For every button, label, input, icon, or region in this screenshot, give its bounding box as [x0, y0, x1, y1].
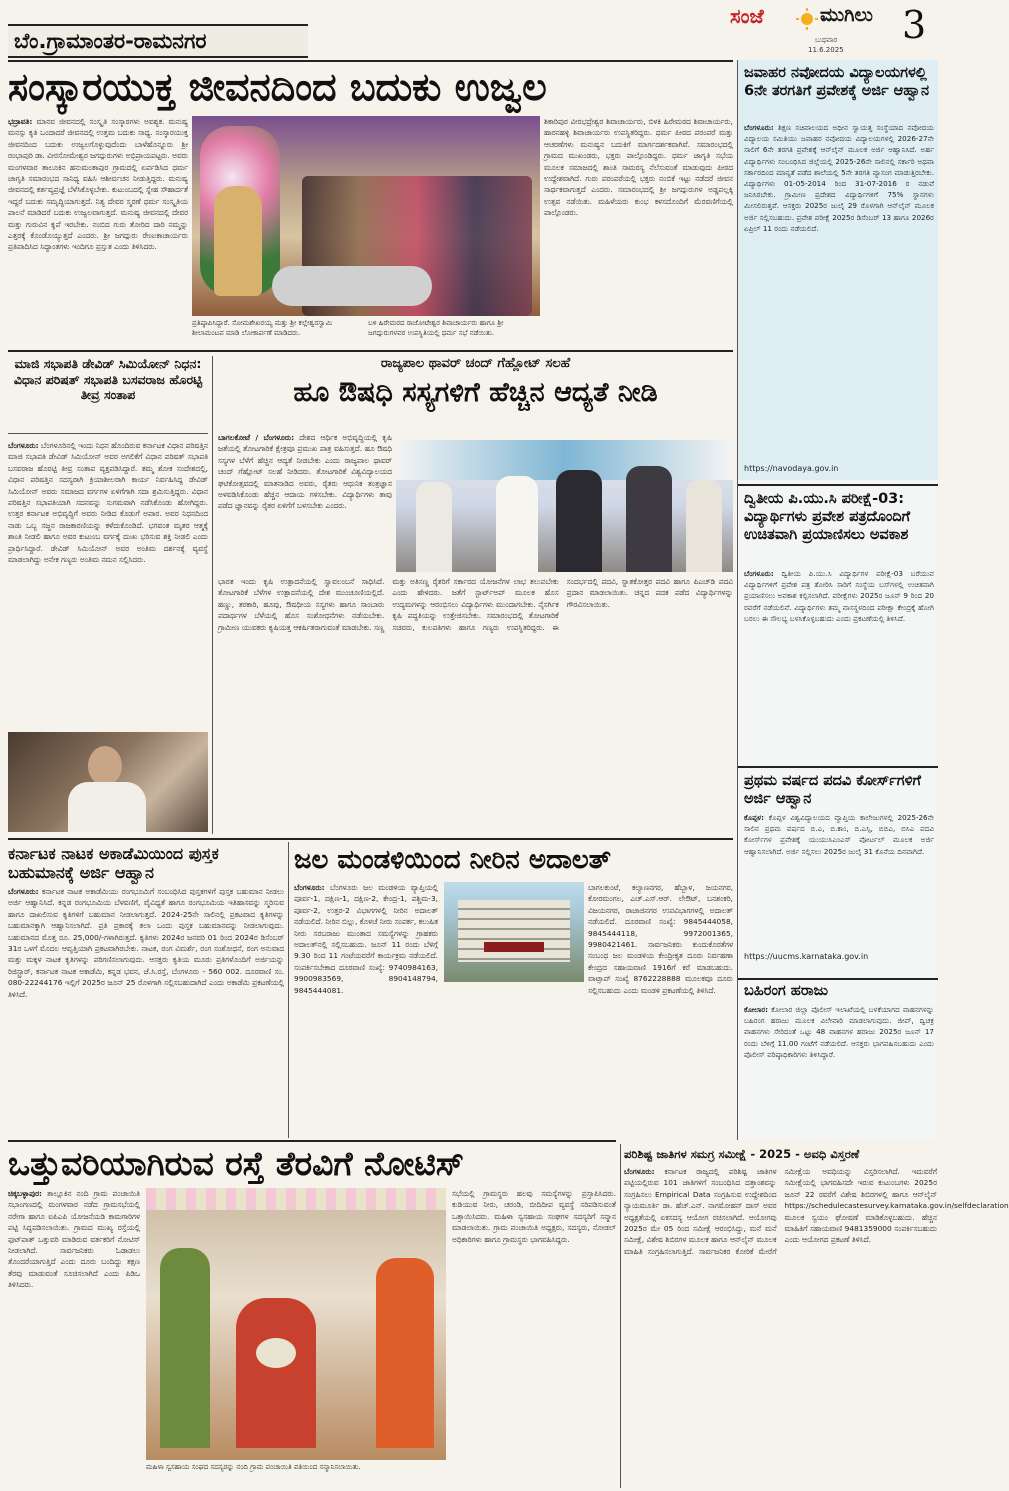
dateline: ಬೆಂಗಳೂರು: — [744, 123, 774, 132]
governor-headline: ಹೂ ಔಷಧಿ ಸಸ್ಯಗಳಿಗೆ ಹೆಚ್ಚಿನ ಆದ್ಯತೆ ನೀಡಿ — [293, 377, 658, 408]
lead-photo-caption-1: ಪ್ರತಿಷ್ಠಾಪಿಸಿದ್ದಾರೆ. ಸೋಮಶೇಖರಯ್ಯ ಮತ್ತು ಶ್ರೀ ಕಲ್ಲೇಶ್ವರಸ್ವಾಮಿ ಶೀಲಾಮಂಟಪ ಮಾಡಿ ಲೋಕಾರ್ಪಣೆ ಮಾಡಿದರು. — [192, 319, 333, 337]
article-body: ಬೆಂಗಳೂರು ಜಲ ಮಂಡಳಿಯ ವ್ಯಾಪ್ತಿಯಲ್ಲಿ ಪೂರ್ವ-1, ದಕ್ಷಿಣ-1, ದಕ್ಷಿಣ-2, ಕೇಂದ್ರ-1, ಪಶ್ಚಿಮ-3, ಪೂರ್ವ-2, ಉತ್ತರ-2 ವಿಭಾಗಗಳಲ್ಲಿ ನೀರಿನ ಅದಾಲತ್ ನಡೆಯಲಿದೆ. ನೀರಿನ ಬಿಲ್ಲು, ಕೊಳಚೆ ನೀರು ಸಂಪರ್ಕ, ಕಲುಷಿತ ನೀರು ಸರಬರಾಜು ಮುಂತಾದ ಸಮಸ್ಯೆಗಳನ್ನು ಗ್ರಾಹಕರು ಅದಾಲತ್‌ನಲ್ಲಿ ಸಲ್ಲಿಸಬಹುದು. ಜೂನ್ 11 ರಂದು ಬೆಳಿಗ್ಗೆ 9.30 ರಿಂದ 11 ಗಂಟೆಯವರೆಗೆ ಕಾರ್ಯಕ್ರಮ ನಡೆಯಲಿದೆ. ಸಂಪರ್ಕಿಸಬೇಕಾದ ದೂರವಾಣಿ ಸಂಖ್ಯೆ: 9740984163, 9900983569, 8904148794, 9845444081. — [294, 883, 438, 995]
article-body: ದ್ವಿತೀಯ ಪಿ.ಯು.ಸಿ ವಿದ್ಯಾರ್ಥಿಗಳ ಪರೀಕ್ಷೆ-03 ಬರೆಯುವ ವಿದ್ಯಾರ್ಥಿಗಳಿಗೆ ಪ್ರವೇಶ ಪತ್ರ ತೋರಿಸಿ ಸಾರಿಗೆ ಸಂಸ್ಥೆಯ ಬಸ್‌ಗಳಲ್ಲಿ ಉಚಿತವಾಗಿ ಪ್ರಯಾಣಿಸಲು ಅವಕಾಶ ಕಲ್ಪಿಸಲಾಗಿದೆ. ಪರೀಕ್ಷೆಗಳು 2025ರ ಜೂನ್ 9 ರಿಂದ 20 ರವರೆಗೆ ನಡೆಯಲಿವೆ. ವಿದ್ಯಾರ್ಥಿಗಳು ತಮ್ಮ ವಾಸಸ್ಥಳದಿಂದ ಪರೀಕ್ಷಾ ಕೇಂದ್ರಕ್ಕೆ ಹೋಗಿ ಬರಲು ಈ ಸೌಲಭ್ಯ ಬಳಸಿಕೊಳ್ಳಬಹುದು ಎಂದು ಪ್ರಕಟಣೆಯಲ್ಲಿ ತಿಳಿಸಿದೆ. — [744, 569, 934, 623]
caste-survey-headline: ಪರಿಶಿಷ್ಟ ಜಾತಿಗಳ ಸಮಗ್ರ ಸಮೀಕ್ಷೆ - 2025 - ಅವಧಿ ವಿಸ್ತರಣೆ — [624, 1147, 860, 1161]
article-body: ಭಾರತ ಇಂದು ಕೃಷಿ ಉತ್ಪಾದನೆಯಲ್ಲಿ ಸ್ವಾವಲಂಬನೆ ಸಾಧಿಸಿದೆ. ತೋಟಗಾರಿಕೆ ಬೆಳೆಗಳ ಉತ್ಪಾದನೆಯಲ್ಲಿ ದೇಶ ಮುಂಚೂಣಿಯಲ್ಲಿದೆ. ಹಣ್ಣು, ತರಕಾರಿ, ಹೂವು, ಔಷಧೀಯ ಸಸ್ಯಗಳು ಹಾಗೂ ಸಾಂಬಾರು ಪದಾರ್ಥಗಳ ಬೆಳೆಯಲ್ಲಿ ಹೊಸ ಸಂಶೋಧನೆಗಳು ನಡೆಯಬೇಕು. ಗ್ರಾಮೀಣ ಯುವಕರು ಕೃಷಿಯತ್ತ ಆಕರ್ಷಿತರಾಗುವಂತೆ ಮಾಡಬೇಕು. ಸಣ್ಣ ಮತ್ತು ಅತಿಸಣ್ಣ ರೈತರಿಗೆ ಸರ್ಕಾರದ ಯೋಜನೆಗಳ ಲಾಭ ತಲುಪಬೇಕು ಎಂದು ಹೇಳಿದರು. ಜತೆಗೆ ಸ್ಟಾರ್ಟ್‌ಅಪ್ ಮೂಲಕ ಹೊಸ ಉದ್ಯಮಗಳನ್ನು ಆರಂಭಿಸಲು ವಿದ್ಯಾರ್ಥಿಗಳು ಮುಂದಾಗಬೇಕು. ನೈಸರ್ಗಿಕ ಕೃಷಿ ಪದ್ಧತಿಯನ್ನು ಉತ್ತೇಜಿಸಬೇಕು. ಸಮಾರಂಭದಲ್ಲಿ ತೋಟಗಾರಿಕೆ ಸಚಿವರು, ಕುಲಪತಿಗಳು ಹಾಗೂ ಗಣ್ಯರು ಉಪಸ್ಥಿತರಿದ್ದರು. ಈ ಸಂದರ್ಭದಲ್ಲಿ ಪದವಿ, ಸ್ನಾತಕೋತ್ತರ ಪದವಿ ಹಾಗೂ ಪಿಎಚ್‌ಡಿ ಪದವಿ ಪ್ರದಾನ ಮಾಡಲಾಯಿತು. ಚಿನ್ನದ ಪದಕ ಪಡೆದ ವಿದ್ಯಾರ್ಥಿಗಳನ್ನು ಗೌರವಿಸಲಾಯಿತು. — [218, 577, 733, 632]
road-photo-caption: ಮಹಿಳಾ ಸ್ವಸಹಾಯ ಸಂಘದ ಸದಸ್ಯರನ್ನು ನಂದಿ ಗ್ರಾಮ ಪಂಚಾಯಿತಿ ವತಿಯಿಂದ ಸನ್ಮಾನಿಸಲಾಯಿತು. — [146, 1463, 361, 1471]
logo-left: ಸಂಜೆ — [730, 4, 764, 28]
sidebar-story-2 — [738, 490, 938, 760]
article-body: ದೇಶದ ಆರ್ಥಿಕ ಅಭಿವೃದ್ಧಿಯಲ್ಲಿ ಕೃಷಿ ಜತೆಯಲ್ಲಿ ತೋಟಗಾರಿಕೆ ಕ್ಷೇತ್ರವೂ ಪ್ರಮುಖ ಪಾತ್ರ ವಹಿಸುತ್ತದೆ. ಹೂ ಔಷಧಿ ಸಸ್ಯಗಳ ಬೆಳೆಗೆ ಹೆಚ್ಚಿನ ಆದ್ಯತೆ ನೀಡಬೇಕು ಎಂದು ರಾಜ್ಯಪಾಲ ಥಾವರ್ ಚಂದ್ ಗೆಹ್ಲೋಟ್ ಸಲಹೆ ನೀಡಿದರು. ತೋಟಗಾರಿಕೆ ವಿಶ್ವವಿದ್ಯಾಲಯದ ಘಟಿಕೋತ್ಸವದಲ್ಲಿ ಮಾತನಾಡಿದ ಅವರು, ರೈತರು ಆಧುನಿಕ ತಂತ್ರಜ್ಞಾನ ಅಳವಡಿಸಿಕೊಂಡು ಹೆಚ್ಚಿನ ಆದಾಯ ಗಳಿಸಬೇಕು. ವಿದ್ಯಾರ್ಥಿಗಳು ತಾವು ಪಡೆದ ಜ್ಞಾನವನ್ನು ರೈತರ ಏಳಿಗೆಗೆ ಬಳಸಬೇಕು ಎಂದರು. — [218, 433, 392, 511]
article-body: ಮಾನವ ಜೀವನದಲ್ಲಿ ಸಂಸ್ಕೃತಿ ಸಂಸ್ಕಾರಗಳು ಅವಶ್ಯಕ. ಮನುಷ್ಯ ಮನಸ್ಸು ಕೃತಿ ಒಂದಾದರೆ ಜೀವನದಲ್ಲಿ ಉತ್ತಮ ಬದುಕು ಸಾಧ್ಯ. ಸಂಸ್ಕಾರಯುಕ್ತ ಜೀವನದಿಂದ ಬದುಕು ಉಜ್ವಲಗೊಳ್ಳುವುದೆಂದು ಬಾಳೆಹೊನ್ನೂರು ಶ್ರೀ ರಂಭಾಪುರಿ ಡಾ. ವೀರಸೋಮೇಶ್ವರ ಜಗದ್ಗುರುಗಳು ಅಭಿಪ್ರಾಯಪಟ್ಟರು. ಅವರು ಮಂಗಳವಾರ ತಾಲೂಕಿನ ಹನುಮಂತಾಪುರ ಗ್ರಾಮದಲ್ಲಿ ಏರ್ಪಡಿಸಿದ ಧರ್ಮ ಜಾಗೃತಿ ಸಮಾರಂಭದ ಸಾನಿಧ್ಯ ವಹಿಸಿ ಆಶೀರ್ವಚನ ನೀಡುತ್ತಿದ್ದರು. ಮನುಷ್ಯ ಜೀವನದಲ್ಲಿ ಕರ್ತವ್ಯಪ್ರಜ್ಞೆ ಬೆಳೆಸಿಕೊಳ್ಳಬೇಕು. ಕುಟುಂಬದಲ್ಲಿ ಸ್ನೇಹ ಸೌಹಾರ್ದತೆ ಇದ್ದರೆ ಬದುಕು ಸಮೃದ್ಧಿಯಾಗುತ್ತದೆ. ನಿತ್ಯ ದೇವರ ಸ್ಮರಣೆ ಧರ್ಮ ಸಂಸ್ಕೃತಿಯ ಪಾಲನೆ ಮಾಡಿದರೆ ಬದುಕು ಉಜ್ವಲವಾಗುತ್ತದೆ. ಮನುಷ್ಯ ಜೀವನದಲ್ಲಿ ದೇವರ ಮತ್ತು ಗುರುವಿನ ಕೃಪೆ ಇರಬೇಕು. ನಂಬಿದ ಗುರು ತೋರಿದ ದಾರಿ ನಮ್ಮನ್ನು ಎತ್ತರಕ್ಕೆ ಕೊಂಡೊಯ್ಯುತ್ತದೆ ಎಂದರು. ಶ್ರೀ ಜಗದ್ಗುರು ರೇಣುಕಾಚಾರ್ಯರು ಪ್ರತಿಪಾದಿಸಿದ ಸಿದ್ಧಾಂತಗಳು ಇಂದಿಗೂ ಪ್ರಸ್ತುತ ಎಂದು ತಿಳಿಸಿದರು. — [8, 117, 188, 252]
divider — [620, 1144, 621, 1488]
sidebar-story-4 — [738, 982, 938, 1138]
sidebar-story-3 — [738, 772, 938, 972]
article-body: ಶಿಕ್ಷಣ ಸಚಿವಾಲಯದ ಅಧೀನ ಸ್ವಾಯತ್ತ ಸಂಸ್ಥೆಯಾದ ನವೋದಯ ವಿದ್ಯಾಲಯ ಸಮಿತಿಯು ಜವಾಹರ ನವೋದಯ ವಿದ್ಯಾಲಯಗಳಲ್ಲಿ 2026-27ನೇ ಸಾಲಿಗೆ 6ನೇ ತರಗತಿ ಪ್ರವೇಶಕ್ಕೆ ಆನ್‌ಲೈನ್ ಮೂಲಕ ಅರ್ಜಿ ಆಹ್ವಾನಿಸಿದೆ. ಅರ್ಹ ವಿದ್ಯಾರ್ಥಿಗಳು ಸಂಬಂಧಿಸಿದ ಜಿಲ್ಲೆಯಲ್ಲಿ 2025-26ನೇ ಸಾಲಿನಲ್ಲಿ ಸರ್ಕಾರಿ ಅಥವಾ ಸರ್ಕಾರದಿಂದ ಮಾನ್ಯತೆ ಪಡೆದ ಶಾಲೆಯಲ್ಲಿ 5ನೇ ತರಗತಿ ವ್ಯಾಸಂಗ ಮಾಡುತ್ತಿರಬೇಕು. ವಿದ್ಯಾರ್ಥಿಗಳು 01-05-2014 ರಿಂದ 31-07-2016 ರ ನಡುವೆ ಜನಿಸಿರಬೇಕು. ಗ್ರಾಮೀಣ ಪ್ರದೇಶದ ವಿದ್ಯಾರ್ಥಿಗಳಿಗೆ 75% ಸ್ಥಾನಗಳು ಮೀಸಲಿರುತ್ತವೆ. ಆಸಕ್ತರು 2025ರ ಜುಲೈ 29 ರೊಳಗಾಗಿ ಆನ್‌ಲೈನ್ ಮೂಲಕ ಅರ್ಜಿ ಸಲ್ಲಿಸಬಹುದು. ಪ್ರವೇಶ ಪರೀಕ್ಷೆ 2025ರ ಡಿಸೆಂಬರ್ 13 ಹಾಗೂ 2026ರ ಏಪ್ರಿಲ್ 11 ರಂದು ನಡೆಯಲಿದೆ. — [744, 123, 934, 233]
dateline: ಚಿಕ್ಕಬಳ್ಳಾಪುರ: — [8, 1189, 42, 1198]
governor-photo — [396, 440, 733, 572]
dignitary-2 — [496, 476, 538, 572]
road-photo — [146, 1188, 446, 1460]
woman-left — [160, 1248, 210, 1448]
dateline: ಬೆಂಗಳೂರು: — [8, 887, 39, 896]
masthead-weekday: ಬುಧವಾರ — [815, 36, 838, 44]
sidebar-link[interactable]: https://navodaya.gov.in — [744, 464, 839, 473]
masthead-date: 11.6.2025 — [808, 46, 844, 54]
rule — [8, 60, 733, 62]
lead-photo-caption-2: ಬಳಿ ಹಿರೇಮಠದ ರಾಜೋಟೇಶ್ವರ ಶಿವಾಚಾರ್ಯರು ಹಾಗೂ ಶ್ರೀ ಜಗದ್ಗುರುಗಳವರ ಉಪಸ್ಥಿತಿಯಲ್ಲಿ ಧರ್ಮ ಸಭೆ ನಡೆಯಿತು. — [368, 319, 504, 337]
devid-headline-box — [8, 356, 208, 434]
lead-column-2 — [544, 116, 733, 344]
article-body: ಕರ್ನಾಟಕ ರಾಜ್ಯದಲ್ಲಿ ಪರಿಶಿಷ್ಟ ಜಾತಿಗಳ ಪಟ್ಟಿಯಲ್ಲಿರುವ 101 ಜಾತಿಗಳಿಗೆ ಸಂಬಂಧಿಸಿದ ದತ್ತಾಂಶವನ್ನು ಸಂಗ್ರಹಿಸಲು Empirical Data ಸಂಗ್ರಹಿಸುವ ಉದ್ದೇಶದಿಂದ ನ್ಯಾಯಮೂರ್ತಿ ಡಾ. ಹೆಚ್.ಎನ್. ನಾಗಮೋಹನ್ ದಾಸ್ ಅವರ ಅಧ್ಯಕ್ಷತೆಯಲ್ಲಿ ಏಕಸದಸ್ಯ ಆಯೋಗ ರಚಿಸಲಾಗಿದೆ. ಆಯೋಗವು 2025ರ ಮೇ 05 ರಿಂದ ಸಮೀಕ್ಷೆ ಆರಂಭಿಸಿದ್ದು, ಮನೆ ಮನೆ ಸಮೀಕ್ಷೆ, ವಿಶೇಷ ಶಿಬಿರಗಳ ಮೂಲಕ ಹಾಗೂ ಆನ್‌ಲೈನ್ ಮೂಲಕ ಮಾಹಿತಿ ಸಂಗ್ರಹಿಸಲಾಗುತ್ತಿದೆ. ಸಾರ್ವಜನಿಕರ ಕೋರಿಕೆ ಮೇರೆಗೆ ಸಮೀಕ್ಷೆಯ ಅವಧಿಯನ್ನು ವಿಸ್ತರಿಸಲಾಗಿದೆ. ಇದುವರೆಗೆ ಸಮೀಕ್ಷೆಯಲ್ಲಿ ಭಾಗವಹಿಸದೇ ಇರುವ ಕುಟುಂಬಗಳು 2025ರ ಜೂನ್ 22 ರವರೆಗೆ ವಿಶೇಷ ಶಿಬಿರಗಳಲ್ಲಿ ಹಾಗೂ ಆನ್‌ಲೈನ್ https://schedulecastesurvey.karnataka.gov.in/selfdeclaration ಮೂಲಕ ಸ್ವಯಂ ಘೋಷಣೆ ಮಾಡಿಕೊಳ್ಳಬಹುದು. ಹೆಚ್ಚಿನ ಮಾಹಿತಿಗೆ ಸಹಾಯವಾಣಿ 9481359000 ಸಂಪರ್ಕಿಸಬಹುದು ಎಂದು ಆಯೋಗದ ಪ್ರಕಟಣೆ ತಿಳಿಸಿದೆ. — [624, 1167, 1009, 1256]
garland — [146, 1188, 446, 1210]
jala-body-right — [588, 882, 733, 1134]
article-body: ಸಭೆಯಲ್ಲಿ ಗ್ರಾಮಸ್ಥರು ಹಲವು ಸಮಸ್ಯೆಗಳನ್ನು ಪ್ರಸ್ತಾಪಿಸಿದರು. ಕುಡಿಯುವ ನೀರು, ಚರಂಡಿ, ಬೀದಿದೀಪ ವ್ಯವಸ್ಥೆ ಸರಿಪಡಿಸುವಂತೆ ಒತ್ತಾಯಿಸಿದರು. ಮಹಿಳಾ ಸ್ವಸಹಾಯ ಸಂಘಗಳ ಸದಸ್ಯರಿಗೆ ಸನ್ಮಾನ ಮಾಡಲಾಯಿತು. ಗ್ರಾಮ ಪಂಚಾಯಿತಿ ಅಧ್ಯಕ್ಷರು, ಸದಸ್ಯರು, ನೋಡಲ್ ಅಧಿಕಾರಿಗಳು ಹಾಗೂ ಗ್ರಾಮಸ್ಥರು ಭಾಗವಹಿಸಿದ್ದರು. — [452, 1189, 616, 1244]
jala-body-left — [294, 882, 438, 1134]
dateline: ಬೆಂಗಳೂರು: — [624, 1167, 655, 1176]
article-body: ತಾಲ್ಲೂಕಿನ ನಂದಿ ಗ್ರಾಮ ಪಂಚಾಯಿತಿ ಸಭಾಂಗಣದಲ್ಲಿ ಮಂಗಳವಾರ ನಡೆದ ಗ್ರಾಮಸಭೆಯಲ್ಲಿ ನರೇಗಾ ಹಾಗೂ ಐಪಿಎಪಿ ಯೋಜನೆಯಡಿ ಕಾಮಗಾರಿಗಳ ಪಟ್ಟಿ ಸಿದ್ಧಪಡಿಸಲಾಯಿತು. ಗ್ರಾಮದ ಮುಖ್ಯ ರಸ್ತೆಯಲ್ಲಿ ಫುಟ್‌ಪಾತ್ ಒತ್ತುವರಿ ಮಾಡಿರುವ ವರ್ತಕರಿಗೆ ನೋಟಿಸ್ ನೀಡಲಾಗಿದೆ. ಸಾರ್ವಜನಿಕರು ಓಡಾಡಲು ತೊಂದರೆಯಾಗುತ್ತಿದೆ ಎಂದು ದೂರು ಬಂದಿದ್ದು ತಕ್ಷಣ ತೆರವು ಮಾಡುವಂತೆ ಸೂಚಿಸಲಾಗಿದೆ ಎಂದು ಪಿಡಿಒ ತಿಳಿಸಿದರು. — [8, 1189, 140, 1290]
sidebar-body — [744, 812, 934, 948]
governor-kicker: ರಾಜ್ಯಪಾಲ ಥಾವರ್ ಚಂದ್ ಗೆಹ್ಲೋಟ್ ಸಲಹೆ — [380, 356, 571, 371]
nataka-body — [8, 886, 284, 1134]
devid-body — [8, 440, 208, 728]
road-column-1 — [8, 1188, 140, 1488]
dignitary-3 — [556, 470, 602, 572]
governor-body-bottom — [218, 576, 733, 830]
caste-survey-body — [624, 1166, 1009, 1488]
rule — [8, 838, 733, 840]
memento — [256, 1338, 296, 1368]
honoree — [236, 1298, 316, 1448]
masthead-logo — [730, 4, 900, 38]
priest-figure — [214, 186, 262, 296]
road-headline: ಒತ್ತುವರಿಯಾಗಿರುವ ರಸ್ತೆ ತೆರವಿಗೆ ನೋಟಿಸ್ — [8, 1144, 465, 1183]
dignitary-4 — [626, 466, 672, 572]
lead-headline: ಸಂಸ್ಕಾರಯುಕ್ತ ಜೀವನದಿಂದ ಬದುಕು ಉಜ್ವಲ — [8, 65, 547, 109]
governor-body-top — [218, 432, 392, 568]
sidebar-body — [744, 1004, 934, 1134]
dateline: ಕೊಪ್ಪಳ: — [744, 813, 765, 822]
rule — [738, 766, 938, 768]
dateline: ಬೆಂಗಳೂರು: — [8, 441, 39, 450]
dateline: ಭದ್ರಾವತಿ: — [8, 117, 33, 126]
dateline: ಬೆಂಗಳೂರು: — [294, 883, 325, 892]
building — [458, 900, 570, 962]
article-body: ಕರ್ನಾಟಕ ನಾಟಕ ಅಕಾಡೆಮಿಯು ರಂಗಭೂಮಿಗೆ ಸಂಬಂಧಿಸಿದ ಪುಸ್ತಕಗಳಿಗೆ ಪುಸ್ತಕ ಬಹುಮಾನ ನೀಡಲು ಅರ್ಜಿ ಆಹ್ವಾನಿಸಿದೆ. ಕನ್ನಡ ರಂಗಭೂಮಿಯ ಬೆಳವಣಿಗೆ, ವೈವಿಧ್ಯತೆ ಹಾಗೂ ರಂಗಭೂಮಿಯ ಇತಿಹಾಸವನ್ನು ಸ್ಮರಿಸುವ ಹಾಗೂ ದಾಖಲಿಸುವ ಕೃತಿಗಳಿಗೆ ಬಹುಮಾನ ನೀಡಲಾಗುತ್ತದೆ. 2024-25ನೇ ಸಾಲಿನಲ್ಲಿ ಪ್ರಕಟವಾದ ಕೃತಿಗಳನ್ನು ಬಹುಮಾನಕ್ಕಾಗಿ ಆಹ್ವಾನಿಸಲಾಗಿದೆ. ಪ್ರತಿ ಪ್ರಕಾರಕ್ಕೆ ತಲಾ ಒಂದು ಪುಸ್ತಕ ಬಹುಮಾನವನ್ನು ನೀಡಲಾಗುವುದು. ಬಹುಮಾನದ ಮೊತ್ತ ರೂ. 25,000/-ಗಳಾಗಿರುತ್ತದೆ. ಕೃತಿಗಳು 2024ರ ಜನವರಿ 01 ರಿಂದ 2024ರ ಡಿಸೆಂಬರ್ 31ರ ಒಳಗೆ ಮೊದಲ ಆವೃತ್ತಿಯಾಗಿ ಪ್ರಕಟವಾಗಿರಬೇಕು. ನಾಟಕ, ರಂಗ ವಿಮರ್ಶೆ, ರಂಗ ಸಂಶೋಧನೆ, ರಂಗ ಅನುವಾದ ಮತ್ತು ಮಕ್ಕಳ ನಾಟಕ ಕೃತಿಗಳನ್ನು ಪರಿಗಣಿಸಲಾಗುವುದು. ಆಸಕ್ತರು ಕೃತಿಯ ಮೂರು ಪ್ರತಿಗಳೊಂದಿಗೆ ಅರ್ಜಿಯನ್ನು ರಿಜಿಸ್ಟ್ರಾರ್, ಕರ್ನಾಟಕ ನಾಟಕ ಅಕಾಡೆಮಿ, ಕನ್ನಡ ಭವನ, ಜೆ.ಸಿ.ರಸ್ತೆ, ಬೆಂಗಳೂರು - 560 002. ದೂರವಾಣಿ ಸಂ. 080-22244176 ಇಲ್ಲಿಗೆ 2025ರ ಜೂನ್ 25 ರೊಳಗಾಗಿ ಸಲ್ಲಿಸಬಹುದಾಗಿದೆ ಎಂದು ಅಕಾಡೆಮಿ ಪ್ರಕಟಣೆಯಲ್ಲಿ ತಿಳಿಸಿದೆ. — [8, 887, 284, 999]
rule — [8, 350, 733, 352]
dateline: ಬೆಂಗಳೂರು: — [744, 569, 774, 578]
article-body: ಕೋಲಾರ ಜಿಲ್ಲಾ ಪೊಲೀಸ್ ಇಲಾಖೆಯಲ್ಲಿ ಬಳಕೆಯಾಗದ ವಾಹನಗಳನ್ನು ಬಹಿರಂಗ ಹರಾಜು ಮೂಲಕ ವಿಲೇವಾರಿ ಮಾಡಲಾಗುವುದು. ಜೀಪ್, ದ್ವಿಚಕ್ರ ವಾಹನಗಳು ಸೇರಿದಂತೆ ಒಟ್ಟು 48 ವಾಹನಗಳ ಹರಾಜು 2025ರ ಜೂನ್ 17 ರಂದು ಬೆಳಿಗ್ಗೆ 11.00 ಗಂಟೆಗೆ ನಡೆಯಲಿದೆ. ಆಸಕ್ತರು ಭಾಗವಹಿಸಬಹುದು ಎಂದು ಪೊಲೀಸ್ ವರಿಷ್ಠಾಧಿಕಾರಿಗಳು ತಿಳಿಸಿದ್ದಾರೆ. — [744, 1005, 934, 1059]
sidebar-headline: ದ್ವಿತೀಯ ಪಿ.ಯು.ಸಿ ಪರೀಕ್ಷೆ-03: ವಿದ್ಯಾರ್ಥಿಗಳು ಪ್ರವೇಶ ಪತ್ರದೊಂದಿಗೆ ಉಚಿತವಾಗಿ ಪ್ರಯಾಣಿಸಲು ಅವಕಾಶ — [744, 491, 911, 543]
portrait-body — [68, 782, 146, 832]
sidebar-body — [744, 122, 934, 462]
article-body: ಕೊಪ್ಪಳ ವಿಶ್ವವಿದ್ಯಾಲಯದ ವ್ಯಾಪ್ತಿಯ ಕಾಲೇಜುಗಳಲ್ಲಿ 2025-26ನೇ ಸಾಲಿನ ಪ್ರಥಮ ವರ್ಷದ ಬಿ.ಎ, ಬಿ.ಕಾಂ, ಬಿ.ಎಸ್ಸಿ, ಬಿಬಿಎ, ಬಿಸಿಎ ಪದವಿ ಕೋರ್ಸ್‌ಗಳ ಪ್ರವೇಶಕ್ಕೆ ಯುಯುಸಿಎಂಎಸ್ ಪೋರ್ಟಲ್ ಮೂಲಕ ಅರ್ಜಿ ಆಹ್ವಾನಿಸಲಾಗಿದೆ. ಅರ್ಜಿ ಸಲ್ಲಿಸಲು 2025ರ ಜುಲೈ 31 ಕೊನೆಯ ದಿನವಾಗಿದೆ. — [744, 813, 934, 856]
sidebar — [737, 60, 937, 1140]
sidebar-headline: ಪ್ರಥಮ ವರ್ಷದ ಪದವಿ ಕೋರ್ಸ್‌ಗಳಿಗೆ ಅರ್ಜಿ ಆಹ್ವಾನ — [744, 773, 921, 807]
sidebar-body — [744, 568, 934, 758]
sidebar-headline: ಬಹಿರಂಗ ಹರಾಜು — [744, 983, 828, 999]
rule — [8, 1140, 616, 1142]
masthead — [0, 0, 945, 60]
building-signboard — [484, 942, 544, 952]
rule — [738, 978, 938, 980]
article-body: ಬಾಗಲಕುಂಟೆ, ಕಲ್ಯಾಣನಗರ, ಹೆಬ್ಬಾಳ, ಜಯನಗರ, ಕೋರಮಂಗಲ, ಎಚ್.ಎಸ್.ಆರ್. ಲೇಔಟ್, ಬನಶಂಕರಿ, ವಿಜಯನಗರ, ರಾಜಾಜಿನಗರ ಉಪವಿಭಾಗಗಳಲ್ಲಿ ಅದಾಲತ್ ನಡೆಯಲಿದೆ. ದೂರವಾಣಿ ಸಂಖ್ಯೆ: 9845444058, 9845444118, 9972001365, 9980421461. ಸಾರ್ವಜನಿಕರು ಕುಂದುಕೊರತೆಗಳ ಸಂಬಂಧ ಜಲ ಮಂಡಳಿಯ ಕೇಂದ್ರೀಕೃತ ದೂರು ನಿರ್ವಹಣಾ ಕೇಂದ್ರದ ಸಹಾಯವಾಣಿ 1916ಗೆ ಕರೆ ಮಾಡಬಹುದು. ವಾಟ್ಸಾಪ್ ಸಂಖ್ಯೆ 8762228888 ಮೂಲಕವೂ ದೂರು ಸಲ್ಲಿಸಬಹುದು ಎಂದು ಮಂಡಳಿ ಪ್ರಕಟಣೆಯಲ್ಲಿ ತಿಳಿಸಿದೆ. — [588, 883, 733, 995]
road-column-2 — [452, 1188, 616, 1488]
dateline: ಕೋಲಾರ: — [744, 1005, 769, 1014]
jala-headline: ಜಲ ಮಂಡಳಿಯಿಂದ ನೀರಿನ ಅದಾಲತ್ — [294, 845, 611, 875]
vessels — [272, 266, 432, 306]
sidebar-link[interactable]: https://uucms.karnataka.gov.in — [744, 952, 869, 961]
sidebar-story-1 — [738, 60, 938, 480]
nataka-headline: ಕರ್ನಾಟಕ ನಾಟಕ ಅಕಾಡೆಮಿಯಿಂದ ಪುಸ್ತಕ ಬಹುಮಾನಕ್ಕೆ ಅರ್ಜಿ ಆಹ್ವಾನ — [8, 844, 219, 882]
dateline: ಬಾಗಲಕೋಟೆ / ಬೆಂಗಳೂರು: — [218, 433, 295, 442]
woman-right — [376, 1258, 434, 1448]
page-number: 3 — [902, 3, 927, 47]
dignitary-5 — [686, 480, 722, 572]
lead-photo — [192, 116, 540, 316]
lead-column-1 — [8, 116, 188, 344]
jala-photo — [444, 882, 584, 982]
sun-icon — [796, 8, 818, 30]
divider — [212, 356, 213, 834]
sidebar-headline: ಜವಾಹರ ನವೋದಯ ವಿದ್ಯಾಲಯಗಳಲ್ಲಿ 6ನೇ ತರಗತಿಗೆ ಪ್ರವೇಶಕ್ಕೆ ಅರ್ಜಿ ಆಹ್ವಾನ — [744, 65, 930, 99]
logo-right: ಮುಗಿಲು — [820, 4, 873, 26]
portrait-head — [88, 746, 122, 786]
rule — [738, 484, 938, 486]
article-body: ಬೆಂಗಳೂರಿನಲ್ಲಿ ಇಂದು ನಿಧನ ಹೊಂದಿರುವ ಕರ್ನಾಟಕ ವಿಧಾನ ಪರಿಷತ್ತಿನ ಮಾಜಿ ಸಭಾಪತಿ ಡೇವಿಡ್ ಸಿಮಿಯೋನ್ ಅವರ ಅಗಲಿಕೆಗೆ ವಿಧಾನ ಪರಿಷತ್ ಸಭಾಪತಿ ಬಸವರಾಜ ಹೊರಟ್ಟಿ ತೀವ್ರ ಸಂತಾಪ ವ್ಯಕ್ತಪಡಿಸಿದ್ದಾರೆ. ತಮ್ಮ ಶೋಕ ಸಂದೇಶದಲ್ಲಿ, ವಿಧಾನ ಪರಿಷತ್ತಿನ ಸದಸ್ಯರಾಗಿ ಕ್ರಿಯಾಶೀಲರಾಗಿ ಕಾರ್ಯ ನಿರ್ವಹಿಸಿದ್ದ ಡೇವಿಡ್ ಸಿಮಿಯೋನ್ ಅವರು ಸಮಾಜದ ವರ್ಗಗಳ ಏಳಿಗೆಗಾಗಿ ಸದಾ ಶ್ರಮಿಸುತ್ತಿದ್ದರು. ವಿಧಾನ ಪರಿಷತ್ತಿನ ಸಭಾಪತಿಯಾಗಿ ಸದನವನ್ನು ಸುಗಮವಾಗಿ ನಡೆಸಿಕೊಂಡು ಹೋಗಿದ್ದರು. ಉತ್ತರ ಕರ್ನಾಟಕ ಅಭಿವೃದ್ಧಿಗೆ ಅವರು ನೀಡಿದ ಕೊಡುಗೆ ಅಪಾರ. ಅವರ ನಿಧನದಿಂದ ನಾಡು ಒಬ್ಬ ಸಜ್ಜನ ರಾಜಕಾರಣಿಯನ್ನು ಕಳೆದುಕೊಂಡಿದೆ. ಭಗವಂತ ಮೃತರ ಆತ್ಮಕ್ಕೆ ಶಾಂತಿ ನೀಡಲಿ ಹಾಗೂ ಅವರ ಕುಟುಂಬ ವರ್ಗಕ್ಕೆ ದುಃಖ ಭರಿಸುವ ಶಕ್ತಿ ನೀಡಲಿ ಎಂದು ಪ್ರಾರ್ಥಿಸಿದ್ದಾರೆ. ಡೇವಿಡ್ ಸಿಮಿಯೋನ್ ಅವರ ಅಂತಿಮ ದರ್ಶನಕ್ಕೆ ವ್ಯವಸ್ಥೆ ಮಾಡಲಾಗಿದ್ದು ಅನೇಕ ಗಣ್ಯರು ಅಂತಿಮ ನಮನ ಸಲ್ಲಿಸಿದರು. — [8, 441, 208, 565]
divider — [288, 842, 289, 1138]
dignitary-1 — [416, 482, 452, 572]
article-body: ಶಿಕಾರಿಪುರ ವೀರಭದ್ರೇಶ್ವರ ಶಿವಾಚಾರ್ಯರು, ಬಿಳಕಿ ಹಿರೇಮಠದ ಶಿವಾಚಾರ್ಯರು, ಹಾರನಹಳ್ಳಿ ಶಿವಾಚಾರ್ಯರು ಉಪಸ್ಥಿತರಿದ್ದರು. ಧರ್ಮ ಪೀಠದ ಪರಂಪರೆ ಮತ್ತು ಆಚರಣೆಗಳು ಮನುಷ್ಯನ ಬದುಕಿಗೆ ಮಾರ್ಗದರ್ಶಕವಾಗಿವೆ. ಸಮಾರಂಭದಲ್ಲಿ ಗ್ರಾಮದ ಮುಖಂಡರು, ಭಕ್ತರು ಪಾಲ್ಗೊಂಡಿದ್ದರು. ಧರ್ಮ ಜಾಗೃತಿ ಸಭೆಯ ಮೂಲಕ ಸಮಾಜದಲ್ಲಿ ಶಾಂತಿ ಸಾಮರಸ್ಯ ನೆಲೆಸುವಂತೆ ಮಾಡುವುದು ಪೀಠದ ಉದ್ದೇಶವಾಗಿದೆ. ಗುರು ಪರಂಪರೆಯಲ್ಲಿ ಭಕ್ತರು ನಂಬಿಕೆ ಇಟ್ಟು ನಡೆದರೆ ಜೀವನ ಸಾರ್ಥಕವಾಗುತ್ತದೆ ಎಂದರು. ಸಮಾರಂಭದಲ್ಲಿ ಶ್ರೀ ಜಗದ್ಗುರುಗಳ ಅಡ್ಡಪಲ್ಲಕ್ಕಿ ಉತ್ಸವ ನಡೆಯಿತು. ಮಹಿಳೆಯರು ಕುಂಭ ಕಳಸದೊಂದಿಗೆ ಮೆರವಣಿಗೆಯಲ್ಲಿ ಪಾಲ್ಗೊಂಡರು. — [544, 117, 733, 218]
devid-photo — [8, 732, 208, 832]
devid-headline: ಮಾಜಿ ಸಭಾಪತಿ ಡೇವಿಡ್ ಸಿಮಿಯೋನ್ ನಿಧನ: ವಿಧಾನ ಪರಿಷತ್ ಸಭಾಪತಿ ಬಸವರಾಜ ಹೊರಟ್ಟಿ ತೀವ್ರ ಸಂತಾಪ — [13, 356, 203, 402]
section-title: ಬೆಂ.ಗ್ರಾಮಾಂತರ-ರಾಮನಗರ — [14, 29, 207, 53]
